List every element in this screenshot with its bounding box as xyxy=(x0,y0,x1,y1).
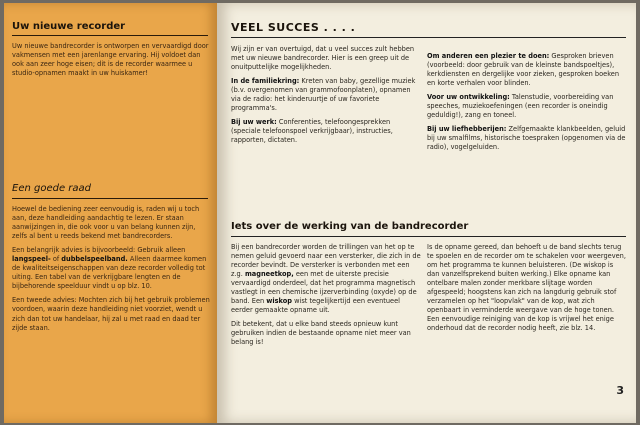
advice-paragraph-dealer: Een tweede advies: Mochten zich bij het gebruik problemen voordoen, waarin deze handleiding niet voorziet, wendt u zich dan tot uw handelaar, hij zal u met raad en daad ter zijde staan. xyxy=(12,296,210,332)
possibilities-intro: Wij zijn er van overtuigd, dat u veel succes zult hebben met uw nieuwe bandrecorder. Hier is een greep uit de onuitputtelijke mogelijkheden. xyxy=(231,45,415,72)
possibility-others xyxy=(427,52,626,88)
possibilities-column-2 xyxy=(427,52,626,152)
keyword-work: Bij uw werk: xyxy=(231,118,277,127)
title-underline xyxy=(12,198,208,199)
text-run: Conferenties, telefoongesprekken (speciale telefoonspoel verkrijgbaar), instructies, rapporten, dictaten. xyxy=(231,118,393,145)
title-underline xyxy=(231,236,626,237)
keyword-magnetic-head: magneetkop, xyxy=(244,270,294,279)
possibility-work xyxy=(231,118,419,145)
keyword-others: Om anderen een plezier te doen: xyxy=(427,52,550,60)
text-run: of xyxy=(50,255,62,264)
text-run: een met de uiterste precisie vervaardigd onderdeel, dat het programma magnetisch vastlegt in een chemische ijzerverbinding (oxyde) op de band. Een xyxy=(231,270,417,306)
keyword-hobbies: Bij uw liefhebberijen: xyxy=(427,125,507,134)
advice-paragraph: Hoewel de bediening zeer eenvoudig is, raden wij u toch aan, deze handleiding aandachtig te lezen. Er staan aanwijzingen in, die ook voor u van belang kunnen zijn, zelfs al bent u reeds bekend met bandrecorders. xyxy=(12,205,200,241)
possibility-development xyxy=(427,93,626,120)
possibilities-column-1 xyxy=(231,45,419,145)
working-column-1 xyxy=(231,243,421,348)
page-title-success: VEEL SUCCES . . . . xyxy=(231,21,356,34)
section-title-working: Iets over de werking van de bandrecorder xyxy=(231,221,469,232)
text-run: wist tegelijkertijd een eventueel eerder gemaakte opname uit. xyxy=(231,297,401,315)
working-column-2: Is de opname gereed, dan behoeft u de band slechts terug te spoelen en de recorder om te schakelen voor weergeven, om het programma te kunnen beluisteren. (De wiskop is dan vanzelfsprekend buiten werking.) Elke opname kan ontelbare malen zonder merkbare slijtage worden afgespeeld; hoogstens kan zich na langdurig gebruik stof verzamelen op het "loopvlak" van de kop, wat zich openbaart in verminderde weergave van de hoge tonen. Een eenvoudige reiniging van de kop is vrijwel het enige onderhoud dat de recorder nodig heeft, zie blz. 14. xyxy=(427,243,626,333)
text-run: Alleen daarmee komen de kwaliteitseigenschappen van deze recorder volledig tot uiting. Een tabel van de verkrijgbare lengten en de bijbehorende speelduur vindt u op blz. 10. xyxy=(12,255,207,291)
text-run: Gesproken brieven (voorbeeld: door gebruik van de kleinste bandspoeltjes), kerkdiensten en dergelijke voor zieken, gesproken boeken en korte verhalen voor blinden. xyxy=(427,52,620,88)
text-run: Bij een bandrecorder worden de trillingen van het op te nemen geluid gevoerd naar een versterker, die zich in de recorder bevindt. De versterker is verbonden met een z.g. xyxy=(231,243,421,279)
keyword-doubleplay: dubbelspeelband. xyxy=(61,255,128,264)
advice-text xyxy=(12,205,210,333)
keyword-family: In de familiekring: xyxy=(231,77,300,86)
section-title-new-recorder: Uw nieuwe recorder xyxy=(12,21,126,32)
keyword-development: Voor uw ontwikkeling: xyxy=(427,93,510,102)
right-page xyxy=(217,3,636,423)
section-title-good-advice: Een goede raad xyxy=(12,183,91,194)
page-number: 3 xyxy=(616,384,624,397)
keyword-erase-head: wiskop xyxy=(266,297,293,306)
title-underline xyxy=(12,35,208,36)
text-run: Talenstudie, voorbereiding van speeches, muziekoefeningen (een recorder is oneindig geduldig!), zang en toneel. xyxy=(427,93,614,120)
text-run: Een belangrijk advies is bijvoorbeeld: Gebruik alleen xyxy=(12,246,186,255)
working-paragraph-heads xyxy=(231,243,421,315)
left-page xyxy=(4,3,217,423)
working-paragraph-reuse: Dit betekent, dat u elke band steeds opnieuw kunt gebruiken indien de bestaande opname niet meer van belang is! xyxy=(231,320,411,347)
possibility-hobbies xyxy=(427,125,626,152)
possibility-family xyxy=(231,77,419,113)
title-underline xyxy=(231,37,626,38)
advice-paragraph-tape xyxy=(12,246,210,291)
keyword-longplay: langspeel- xyxy=(12,255,51,264)
text-run: Zelfgemaakte klankbeelden, geluid bij uw smalfilms, historische toespraken (opgenomen via de radio), vogelgeluiden. xyxy=(427,125,626,152)
intro-paragraph: Uw nieuwe bandrecorder is ontworpen en vervaardigd door vakmensen met een jarenlange ervaring. Hij voldoet dan ook aan zeer hoge eisen; dit is de recorder waarmee u studio-opnamen maakt in uw huiskamer! xyxy=(12,42,209,78)
text-run: Kreten van baby, gezellige muziek (b.v. overgenomen van grammofoonplaten), opnamen via de radio: het kinderuurtje of uw favoriete programma's. xyxy=(231,77,416,113)
